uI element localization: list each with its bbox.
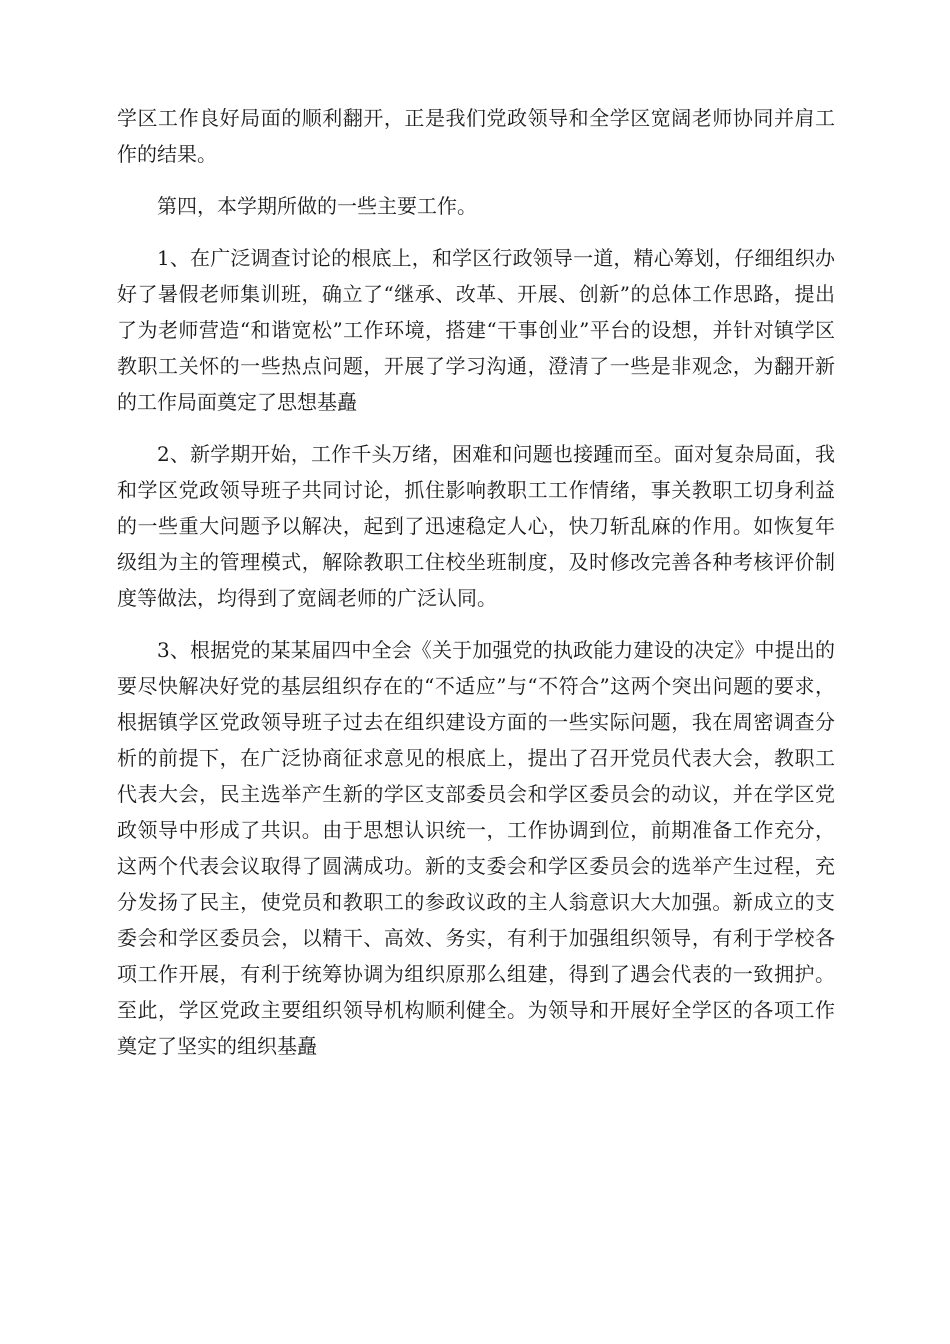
paragraph-item-1: 1、在广泛调查讨论的根底上，和学区行政领导一道，精心筹划，仔细组织办好了暑假老师集训班，确立了“继承、改革、开展、创新”的总体工作思路，提出了为老师营造“和谐宽松”工作环境，搭建“干事创业”平台的设想，并针对镇学区教职工关怀的一些热点问题，开展了学习沟通，澄清了一些是非观念，为翻开新的工作局面奠定了思想基矗: [117, 246, 835, 414]
paragraph-continuation: 学区工作良好局面的顺利翻开，正是我们党政领导和全学区宽阔老师协同并肩工作的结果。: [117, 106, 835, 166]
paragraph-item-2: 2、新学期开始，工作千头万绪，困难和问题也接踵而至。面对复杂局面，我和学区党政领导班子共同讨论，抓住影响教职工工作情绪，事关教职工切身利益的一些重大问题予以解决，起到了迅速稳定人心，快刀斩乱麻的作用。如恢复年级组为主的管理模式，解除教职工住校坐班制度，及时修改完善各种考核评价制度等做法，均得到了宽阔老师的广泛认同。: [117, 442, 835, 610]
paragraph-section-four-heading: 第四，本学期所做的一些主要工作。: [157, 194, 477, 218]
document-page: [117, 100, 835, 1064]
paragraph-item-3: 3、根据党的某某届四中全会《关于加强党的执政能力建设的决定》中提出的要尽快解决好党的基层组织存在的“不适应”与“不符合”这两个突出问题的要求，根据镇学区党政领导班子过去在组织建设方面的一些实际问题，我在周密调查分析的前提下，在广泛协商征求意见的根底上，提出了召开党员代表大会，教职工代表大会，民主选举产生新的学区支部委员会和学区委员会的动议，并在学区党政领导中形成了共识。由于思想认识统一，工作协调到位，前期准备工作充分，这两个代表会议取得了圆满成功。新的支委会和学区委员会的选举产生过程，充分发扬了民主，使党员和教职工的参政议政的主人翁意识大大加强。新成立的支委会和学区委员会，以精干、高效、务实，有利于加强组织领导，有利于学校各项工作开展，有利于统筹协调为组织原那么组建，得到了遇会代表的一致拥护。至此，学区党政主要组织领导机构顺利健全。为领导和开展好全学区的各项工作奠定了坚实的组织基矗: [117, 638, 835, 1058]
